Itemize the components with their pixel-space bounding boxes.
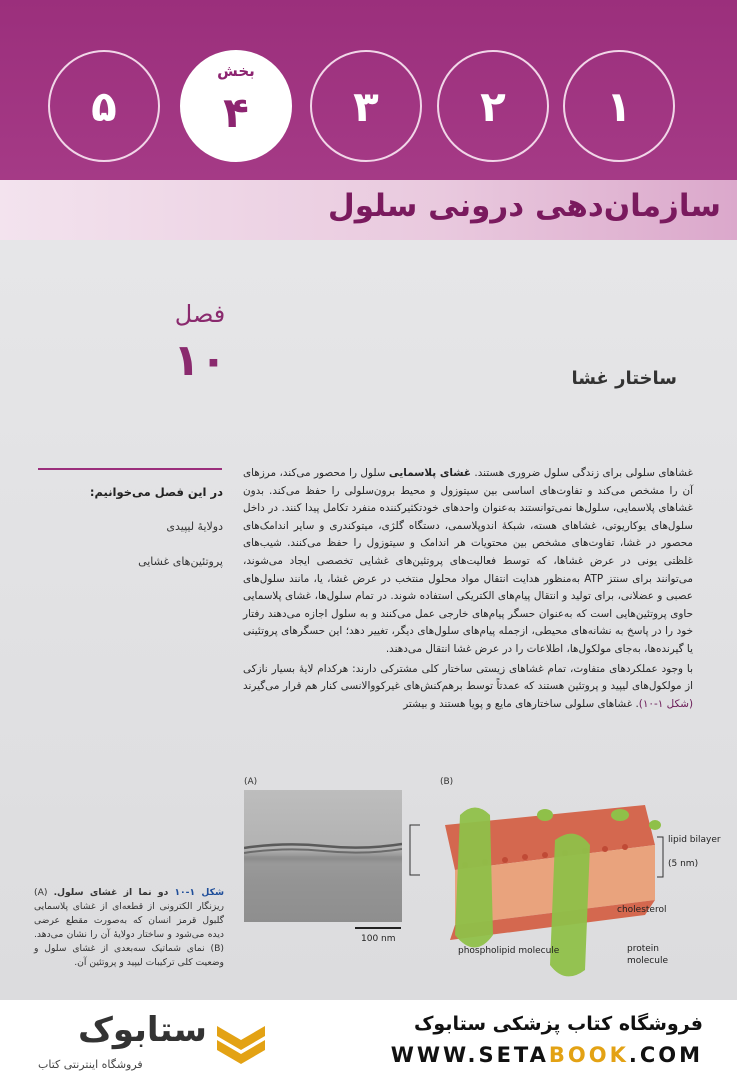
section-tab-3[interactable] bbox=[310, 50, 422, 162]
section-number: ۳ bbox=[353, 81, 379, 131]
store-name: فروشگاه کتاب پزشکی ستابوک bbox=[413, 1013, 703, 1035]
url-part-2: BOOK bbox=[548, 1043, 629, 1067]
paragraph-2 bbox=[243, 661, 693, 714]
body-text bbox=[243, 465, 693, 715]
sidebar-item-membrane-proteins[interactable]: پروتئین‌های غشایی bbox=[138, 555, 223, 568]
electron-micrograph-image bbox=[244, 790, 402, 922]
panel-b-label: (B) bbox=[440, 777, 454, 787]
part-title: سازمان‌دهی درونی سلول bbox=[327, 188, 721, 224]
section-tab-1[interactable] bbox=[563, 50, 675, 162]
section-tab-2[interactable] bbox=[437, 50, 549, 162]
chapter-title: ساختار غشا bbox=[571, 368, 677, 389]
chapter-number: ۱۰ bbox=[173, 335, 227, 386]
keyword-plasma-membrane: غشای پلاسمایی bbox=[388, 467, 471, 479]
section-number: ۴ bbox=[223, 87, 249, 137]
figure-reference[interactable]: (شکل ۱-۱۰) bbox=[638, 697, 693, 710]
section-number: ۲ bbox=[480, 81, 506, 131]
label-cholesterol: cholesterol bbox=[617, 905, 667, 915]
figure-caption bbox=[34, 886, 224, 970]
sidebar-item-lipid-bilayer[interactable]: دولایهٔ لیپیدی bbox=[166, 520, 223, 533]
logo-wordmark: ستابوک bbox=[78, 1010, 207, 1050]
sidebar-heading: در این فصل می‌خوانیم: bbox=[89, 485, 223, 499]
label-lipid-bilayer: lipid bilayer bbox=[668, 835, 721, 845]
logo-chevron-icon bbox=[215, 1022, 267, 1066]
url-part-3: .COM bbox=[628, 1043, 703, 1067]
chapter-label: فصل bbox=[174, 300, 226, 328]
section-number: ۱ bbox=[606, 81, 632, 131]
label-phospholipid: phospholipid molecule bbox=[458, 946, 560, 956]
section-number: ۵ bbox=[91, 81, 117, 131]
section-tab-4[interactable] bbox=[180, 50, 292, 162]
caption-text: (A) ریزنگار الکترونی از قطعه‌ای از غشای پلاسمایی گلبول قرمز انسان که به‌صورت مقطع عرضی دیده می‌شود و ساختار دولایهٔ آن را نشان می‌دهد. (B) نمای شماتیک سه‌بعدی از غشای سلول و وضعیت کلی ترکیبات لیپید و پروتئین آن. bbox=[34, 887, 224, 968]
store-url[interactable] bbox=[391, 1043, 703, 1067]
sidebar-rule bbox=[38, 468, 222, 470]
panel-a-label: (A) bbox=[244, 777, 258, 787]
url-part-1: WWW.SETA bbox=[390, 1043, 549, 1067]
paragraph-2-rest: . غشاهای سلولی ساختارهای مایع و پویا هستند و بیشتر bbox=[403, 697, 639, 710]
label-protein: protein bbox=[627, 944, 659, 954]
paragraph-1-start: غشاهای سلولی برای زندگی سلول ضروری هستند. bbox=[474, 467, 693, 479]
paragraph-2-start: با وجود عملکردهای متفاوت، تمام غشاهای زیستی ساختار کلی مشترکی دارند: هرکدام لایهٔ بسیار نازکی از مولکول‌های لیپید و پروتئین هستند که عمدتاً توسط برهم‌کنش‌های غیرکووالانسی کنار هم قرار می‌گیرند bbox=[243, 662, 693, 693]
scale-label: 100 nm bbox=[361, 934, 396, 944]
paragraph-1-rest: سلول را محصور می‌کند، مرزهای آن را مشخص می‌کند و تفاوت‌های اساسی بین سیتوزول و محیط برون‌سلولی را حفظ می‌کند. بدون غشاهای پلاسمایی، سلول‌ها نمی‌توانستند به‌عنوان واحدهای خودتکثیرکننده منفرد تکامل پیدا کنند. در داخل سلول‌های یوکاریوتی، غشاهای هسته، شبکهٔ اندوپلاسمی، دستگاه گلژی، میتوکندری و سایر اندامک‌های محصور در غشا، تفاوت‌های مشخص بین محتویات هر اندامک و سیتوزول را حفظ می‌کنند. شیب‌های غلظتی یونی در عرض غشاها، که توسط فعالیت‌های پروتئین‌های غشایی تخصصی ایجاد می‌شوند، می‌توانند برای سنتز ATP به‌منظور هدایت انتقال مواد محلول منتخب در عرض غشا، یا، مانند سلول‌های عصبی و عضلانی، برای تولید و انتقال پیام‌های الکتریکی استفاده شوند. در تمام سلول‌ها، غشای پلاسمایی حاوی پروتئین‌هایی است که به‌عنوان حسگر پیام‌های خارجی عمل می‌کنند و به سلول اجازه می‌دهند رفتار خود را در پاسخ به نشانه‌های محیطی، ازجمله پیام‌های سلول‌های دیگر، تغییر دهد؛ این حسگرهای پروتئینی یا گیرنده‌ها، به‌جای مولکول‌ها، اطلاعات را در عرض غشا انتقال می‌دهند. bbox=[243, 467, 693, 655]
section-tab-5[interactable] bbox=[48, 50, 160, 162]
label-thickness: (5 nm) bbox=[668, 859, 699, 869]
scale-bar bbox=[355, 927, 401, 929]
micrograph-texture bbox=[244, 790, 402, 922]
label-protein-molecule: molecule bbox=[627, 956, 669, 966]
caption-label: شکل ۱-۱۰ bbox=[174, 887, 225, 898]
paragraph-1 bbox=[243, 465, 693, 659]
caption-title: دو نما از غشای سلول. bbox=[53, 887, 169, 898]
section-label: بخش bbox=[217, 62, 255, 80]
logo-tagline: فروشگاه اینترنتی کتاب bbox=[38, 1058, 143, 1071]
